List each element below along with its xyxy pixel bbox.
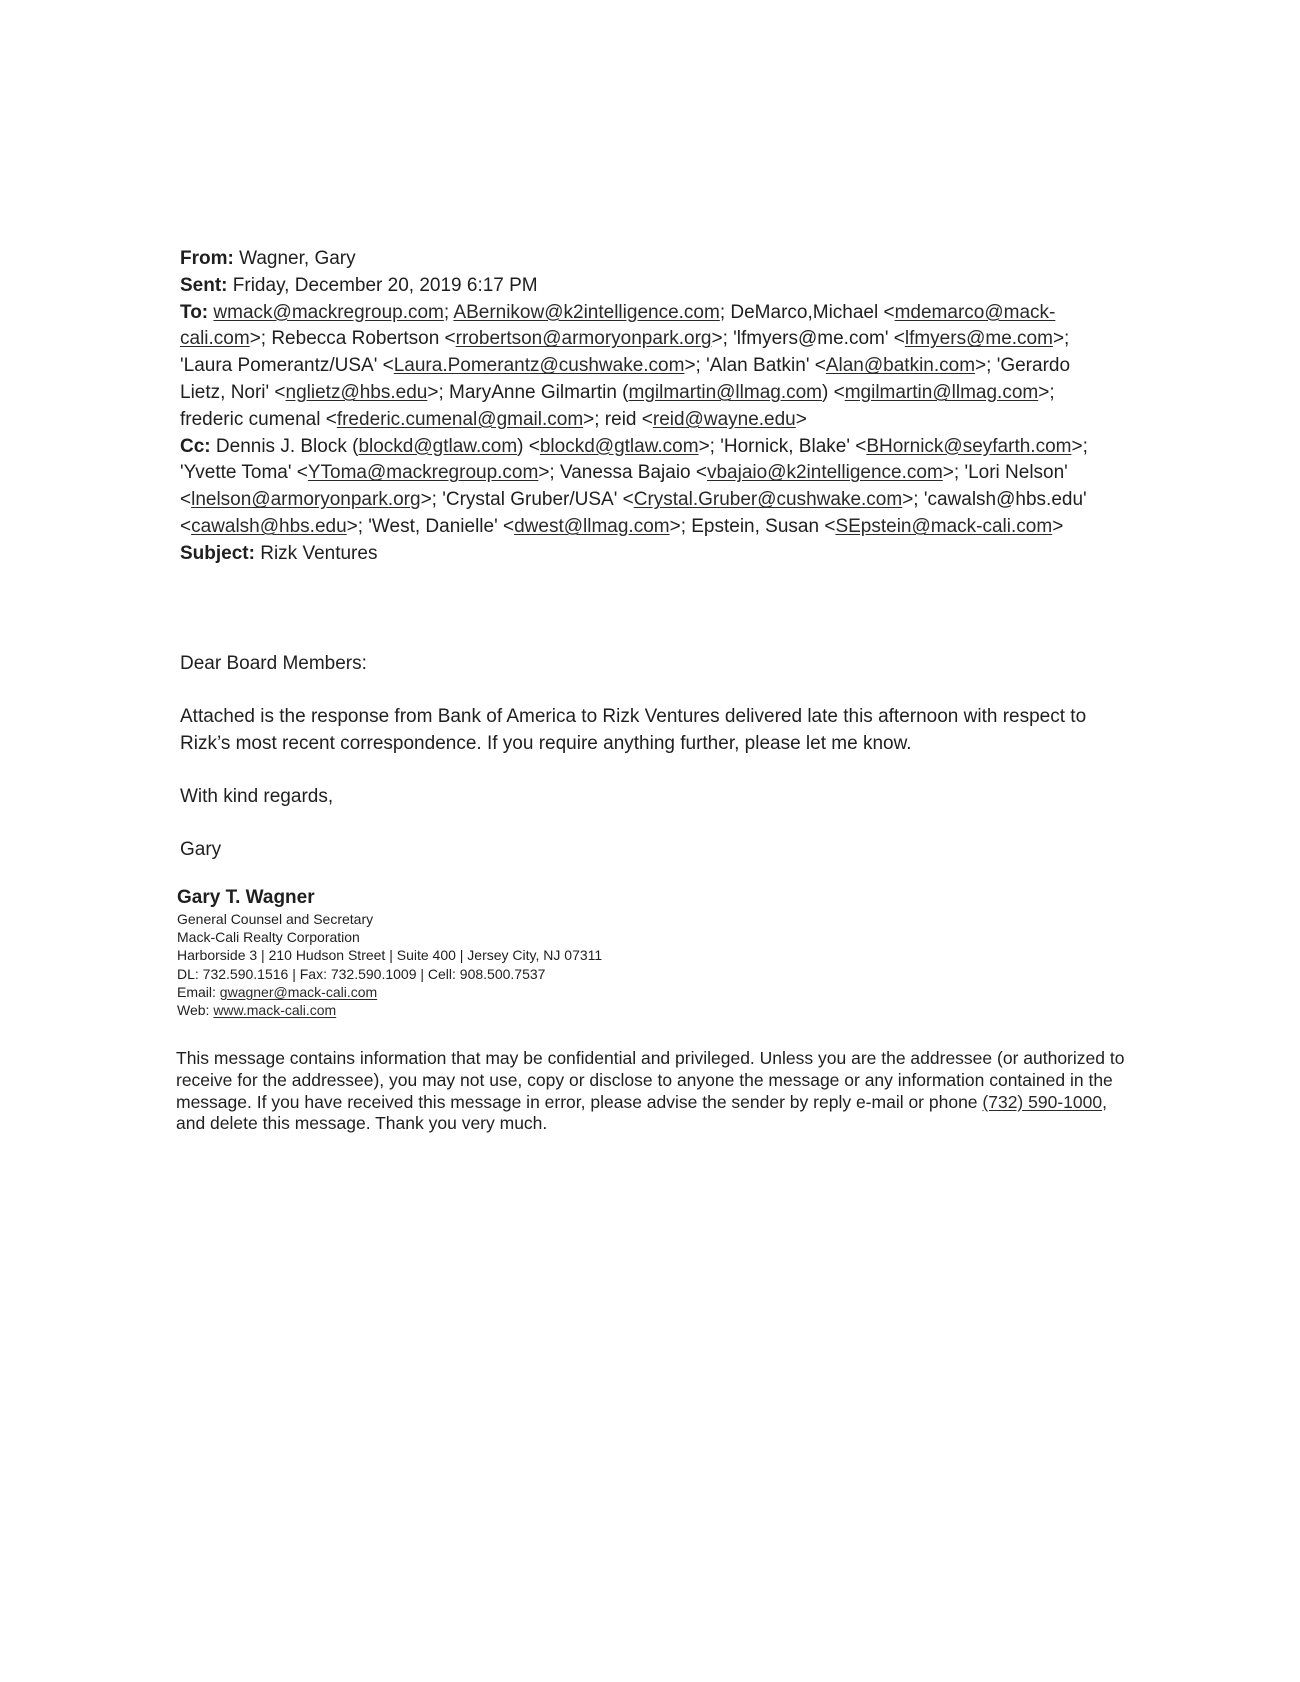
cc-email-link[interactable]: blockd@gtlaw.com [539, 435, 699, 457]
confidentiality-disclaimer [176, 1048, 1126, 1135]
from-value: Wagner, Gary [239, 248, 356, 269]
to-line [180, 300, 1120, 434]
to-recipients [180, 302, 1070, 430]
disclaimer-phone-link[interactable]: (732) 590-1000 [982, 1091, 1103, 1112]
to-email-link[interactable]: ABernikow@k2intelligence.com [453, 301, 720, 323]
sent-line [180, 273, 1120, 300]
cc-email-link[interactable]: dwest@llmag.com [514, 515, 670, 537]
sent-value: Friday, December 20, 2019 6:17 PM [232, 274, 538, 296]
to-recipient-text: >; 'Laura Pomerantz/USA' < [180, 328, 1070, 377]
to-email-link[interactable]: wmack@mackregroup.com [213, 301, 444, 323]
to-recipient-text: ; [443, 301, 454, 323]
cc-recipient-text: >; 'Crystal Gruber/USA' < [420, 489, 634, 511]
to-email-link[interactable]: Laura.Pomerantz@cushwake.com [393, 355, 685, 377]
email-signature [177, 886, 877, 1019]
body-paragraph: Attached is the response from Bank of America to Rizk Ventures delivered late this afternoon with respect to Rizk’s most recent correspondence. If you require anything further, please let me know. [180, 706, 1087, 754]
signature-phones: DL: 732.590.1516 | Fax: 732.590.1009 | Cell: 908.500.7537 [177, 965, 546, 982]
signature-company: Mack-Cali Realty Corporation [177, 929, 360, 946]
cc-email-link[interactable]: blockd@gtlaw.com [358, 435, 518, 457]
to-email-link[interactable]: Alan@batkin.com [825, 355, 976, 377]
cc-label: Cc: [180, 435, 211, 457]
to-recipient-text: >; 'lfmyers@me.com' < [711, 328, 905, 350]
to-recipient-text: >; 'Alan Batkin' < [684, 355, 826, 377]
cc-recipient-text: >; 'Yvette Toma' < [180, 435, 1088, 484]
to-email-link[interactable]: mgilmartin@llmag.com [844, 381, 1039, 403]
cc-line [180, 434, 1120, 541]
to-label: To: [180, 301, 209, 323]
cc-recipient-text: >; 'West, Danielle' < [346, 515, 515, 537]
cc-email-link[interactable]: vbajaio@k2intelligence.com [706, 462, 943, 484]
cc-recipient-text: ) < [517, 435, 540, 457]
to-recipient-text: ) < [822, 381, 845, 403]
to-email-link[interactable]: rrobertson@armoryonpark.org [455, 328, 712, 350]
cc-recipients [180, 436, 1088, 537]
subject-label: Subject: [180, 542, 255, 564]
signoff: Gary [180, 839, 222, 860]
to-recipient-text: >; reid < [583, 408, 653, 430]
signature-address: Harborside 3 | 210 Hudson Street | Suite 400 | Jersey City, NJ 07311 [177, 947, 603, 964]
cc-recipient-text: >; 'cawalsh@hbs.edu' < [180, 489, 1087, 537]
cc-recipient-text: >; Vanessa Bajaio < [538, 462, 707, 484]
subject-value: Rizk Ventures [260, 542, 378, 564]
cc-email-link[interactable]: Crystal.Gruber@cushwake.com [633, 489, 903, 511]
email-header [180, 246, 1120, 568]
cc-recipient-text: >; 'Hornick, Blake' < [698, 435, 867, 457]
to-recipient-text: > [795, 408, 807, 430]
from-line [180, 246, 1120, 273]
signature-email-link[interactable]: gwagner@mack-cali.com [219, 983, 378, 1000]
sent-label: Sent: [180, 274, 228, 296]
to-recipient-text: ; DeMarco,Michael < [719, 301, 895, 323]
signature-name: Gary T. Wagner [177, 887, 315, 908]
disclaimer-text-before: This message contains information that may be confidential and privileged. Unless you are the addressee (or authorized to receive for the addressee), you may not use, copy or disclose to anyone the message or any information contained in the message. If you have received this message in error, please advise the sender by reply e-mail or phone [176, 1048, 1125, 1112]
cc-email-link[interactable]: lnelson@armoryonpark.org [191, 489, 421, 511]
signature-web-link[interactable]: www.mack-cali.com [213, 1002, 337, 1019]
cc-recipient-text: >; Epstein, Susan < [669, 515, 836, 537]
cc-recipient-text: Dennis J. Block ( [215, 435, 359, 457]
from-label: From: [180, 248, 234, 269]
cc-recipient-text: >; 'Lori Nelson' < [180, 462, 1068, 511]
signature-email-line [177, 983, 877, 1001]
cc-recipient-text: > [1052, 515, 1064, 537]
cc-email-link[interactable]: YToma@mackregroup.com [307, 462, 539, 484]
signature-email-label: Email: [177, 983, 220, 1000]
cc-email-link[interactable]: cawalsh@hbs.edu [191, 515, 347, 537]
signature-web-label: Web: [177, 1002, 214, 1019]
cc-email-link[interactable]: BHornick@seyfarth.com [866, 435, 1072, 457]
closing: With kind regards, [180, 786, 334, 807]
signature-title: General Counsel and Secretary [177, 911, 374, 927]
to-email-link[interactable]: mgilmartin@llmag.com [628, 381, 823, 403]
to-email-link[interactable]: frederic.cumenal@gmail.com [336, 408, 584, 430]
greeting: Dear Board Members: [180, 653, 367, 674]
subject-line [180, 541, 1120, 568]
to-email-link[interactable]: nglietz@hbs.edu [285, 381, 428, 403]
to-email-link[interactable]: lfmyers@me.com [904, 328, 1053, 350]
to-recipient-text: >; 'Gerardo Lietz, Nori' < [180, 355, 1071, 403]
to-email-link[interactable]: reid@wayne.edu [652, 408, 796, 430]
to-email-link[interactable]: mdemarco@mack-cali.com [180, 301, 1056, 350]
disclaimer-text-after: , and delete this message. Thank you very much. [176, 1091, 1107, 1134]
signature-web-line [177, 1001, 877, 1019]
to-recipient-text: >; frederic cumenal < [180, 381, 1055, 430]
to-recipient-text: >; MaryAnne Gilmartin ( [427, 381, 629, 403]
cc-email-link[interactable]: SEpstein@mack-cali.com [835, 515, 1053, 537]
to-recipient-text: >; Rebecca Robertson < [249, 328, 456, 350]
